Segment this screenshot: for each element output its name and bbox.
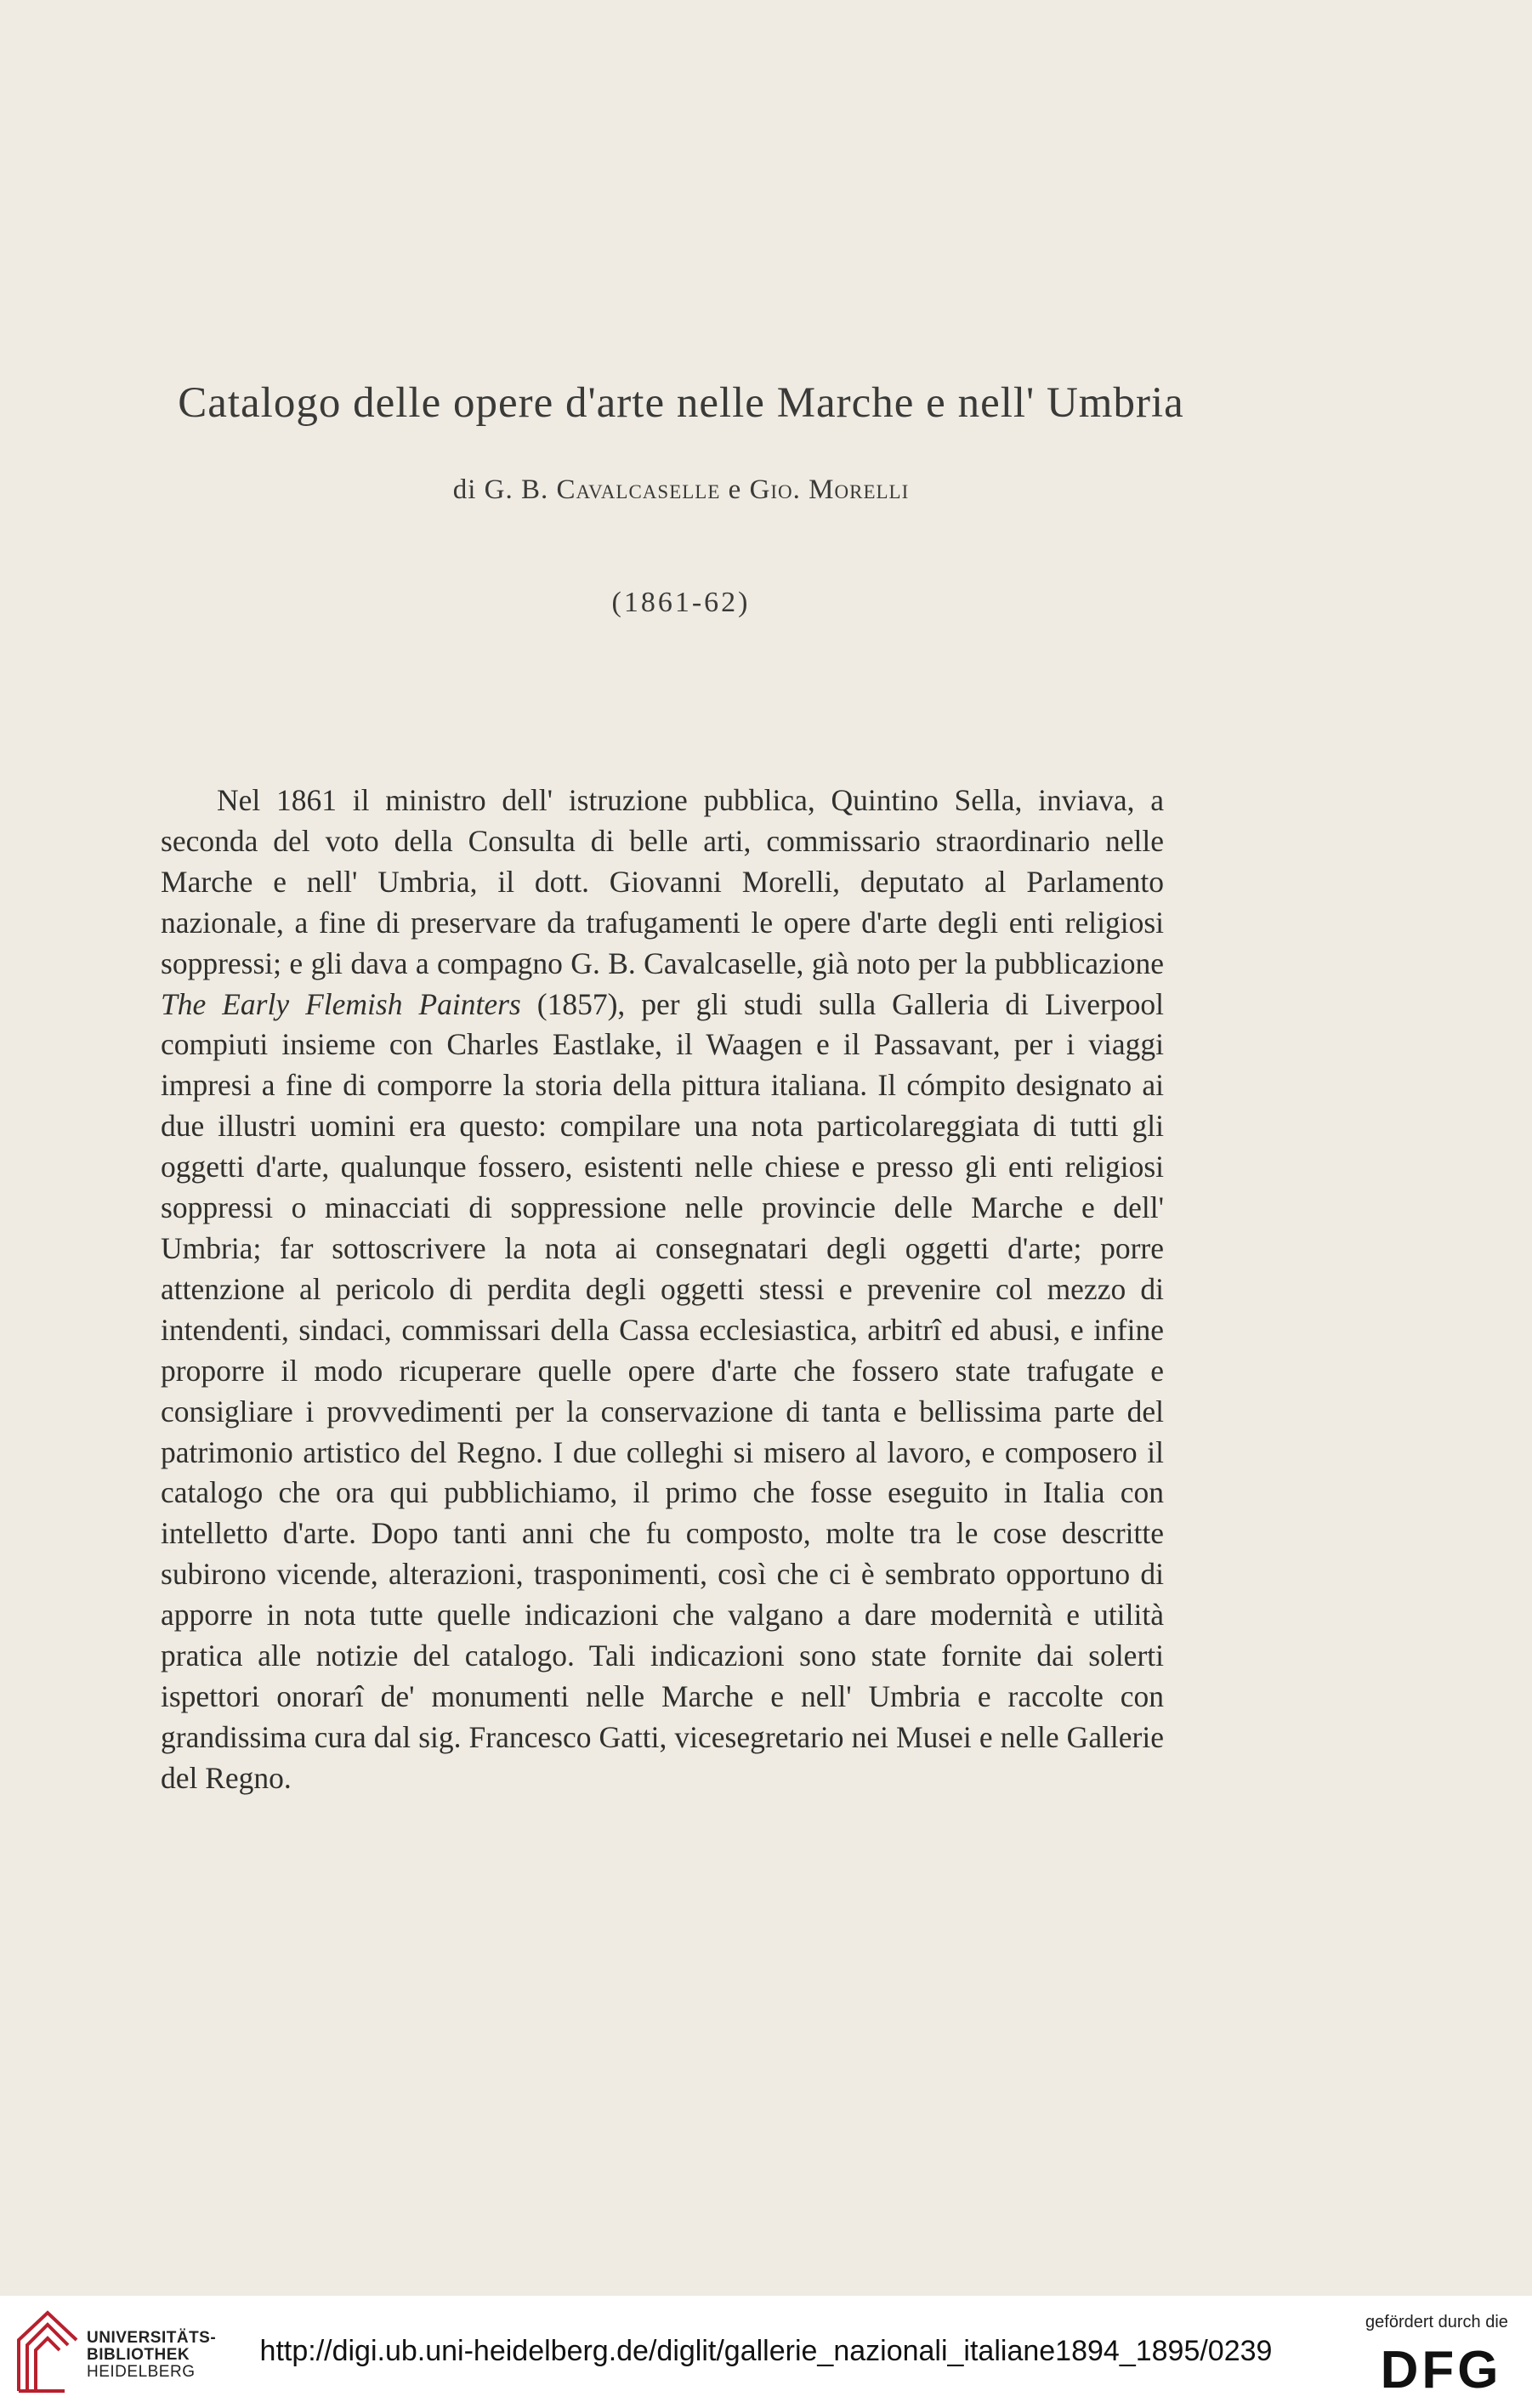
- footer-bar: [0, 2296, 1532, 2408]
- body-text: [161, 781, 1164, 1799]
- authors-conjunction: e: [728, 474, 742, 505]
- article-title: Catalogo delle opere d'arte nelle Marche e nell' Umbria: [178, 379, 1184, 427]
- library-name-line-2: BIBLIOTHEK: [87, 2346, 190, 2364]
- body-part-1: Nel 1861 il ministro dell' istruzione pubblica, Quintino Sella, inviava, a seconda del voto della Consulta di belle arti, commissario straordinario nelle Marche e nell' Umbria, il dott. Giovanni Morelli, deputato al Parlamento nazionale, a fine di preservare da trafugamenti le opere d'arte degli enti religiosi soppressi; e gli dava a compagno G. B. Cavalcaselle, già noto per la pubblicazione: [161, 783, 1164, 980]
- article-date: (1861-62): [611, 587, 751, 618]
- funding-label: gefördert durch die: [1365, 2313, 1508, 2331]
- article-authors: [0, 474, 1362, 506]
- author-2: Gio. Morelli: [749, 474, 910, 505]
- permalink-url[interactable]: http://digi.ub.uni-heidelberg.de/diglit/gallerie_nazionali_italiane1894_1895/0239: [259, 2335, 1273, 2367]
- library-name-line-3: HEIDELBERG: [87, 2363, 196, 2381]
- dfg-logo: DFG: [1380, 2341, 1502, 2399]
- library-name-line-1: UNIVERSITÄTS-: [87, 2329, 217, 2347]
- body-paragraph: [161, 781, 1164, 1799]
- authors-prefix: di: [452, 474, 477, 505]
- book-title: The Early Flemish Painters: [161, 986, 521, 1021]
- body-part-2: (1857), per gli studi sulla Galleria di Liverpool compiuti insieme con Charles Eastlake, il Waagen e il Passavant, per i viaggi impresi a fine di comporre la storia della pittura italiana. Il cómpito designato ai due illustri uomini era questo: compilare una nota particolareggiata di tutti gli oggetti d'arte, qualunque fossero, esistenti nelle chiese e presso gli enti religiosi soppressi o minacciati di soppressione nelle provincie delle Marche e dell' Umbria; far sottoscrivere la nota ai consegnatari degli oggetti d'arte; porre attenzione al pericolo di perdita degli oggetti stessi e prevenire col mezzo di intendenti, sindaci, commissari della Cassa ecclesiastica, arbitrî ed abusi, e infine proporre il modo ricuperare quelle opere d'arte che fossero state trafugate e consigliare i provvedimenti per la conservazione di tanta e bellissima parte del patrimonio artistico del Regno. I due colleghi si misero al lavoro, e composero il catalogo che ora qui pubblichiamo, il primo che fosse eseguito in Italia con intelletto d'arte. Dopo tanti anni che fu composto, molte tra le cose descritte subirono vicende, alterazioni, trasponimenti, così che ci è sembrato opportuno di apporre in nota tutte quelle indicazioni che valgano a dare modernità e utilità pratica alle notizie del catalogo. Tali indicazioni sono state fornite dai solerti ispettori onorarî de' monumenti nelle Marche e nell' Umbria e raccolte con grandissima cura dal sig. Francesco Gatti, vicesegretario nei Musei e nelle Gallerie del Regno.: [161, 986, 1164, 1795]
- author-1: G. B. Cavalcaselle: [484, 474, 721, 505]
